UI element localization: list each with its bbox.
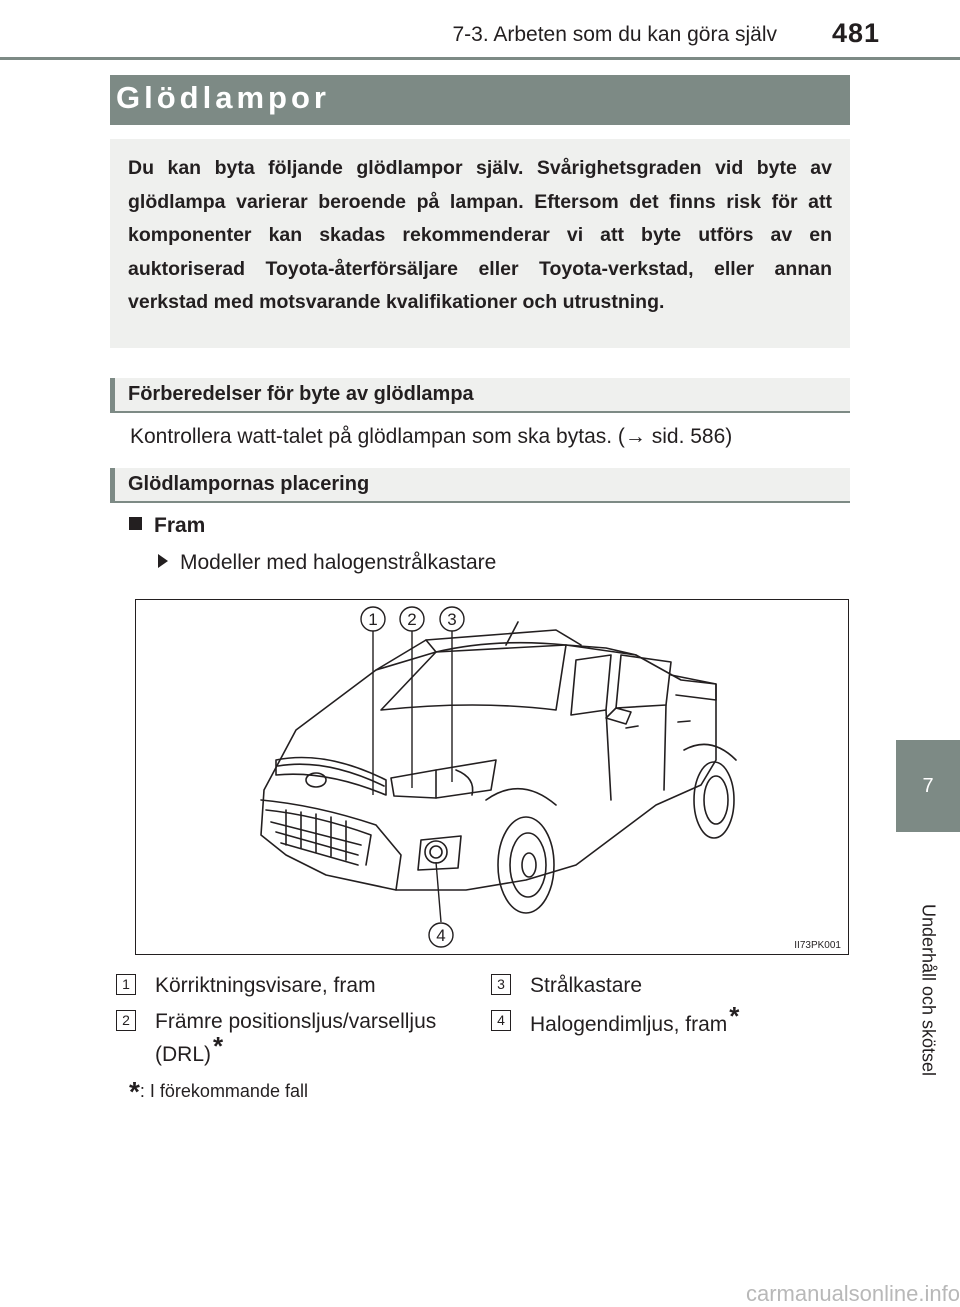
- model-line: [158, 551, 496, 575]
- legend-item-3: [497, 971, 643, 1001]
- chapter-tab[interactable]: 7: [896, 740, 960, 832]
- legend-text-3: Strålkastare: [530, 974, 643, 997]
- legend-text-1: Körriktningsvisare, fram: [155, 974, 376, 997]
- header-section-title: 7-3. Arbeten som du kan göra själv: [452, 23, 777, 46]
- legend-star-4: *: [729, 1001, 740, 1031]
- intro-text: Du kan byta följande glödlampor själv. Svårighetsgraden vid byte av glödlampa varierar beroende på lampan. Eftersom det finns risk för att komponenter kan skadas rekommenderar vi att byte utförs av en auktoriserad Toyota-återförsäljare eller Toyota-verkstad, eller annan verkstad med motsvarande kvalifikationer och utrustning.: [128, 157, 832, 313]
- section-heading-preparation: Förberedelser för byte av glödlampa: [128, 383, 474, 405]
- model-label: Modeller med halogenstrålkastare: [180, 551, 497, 574]
- section-heading-bar-preparation: [110, 378, 850, 413]
- callout-2-label: 2: [407, 610, 417, 629]
- subheading-front: [129, 514, 205, 538]
- triangle-bullet-icon: [158, 554, 168, 568]
- callout-4-label: 4: [436, 926, 446, 945]
- footnote-star: *: [129, 1076, 140, 1107]
- legend-number-2: 2: [116, 1010, 136, 1031]
- legend-item-2: [122, 1007, 475, 1070]
- legend-text-4: Halogendimljus, fram: [530, 1013, 728, 1036]
- chapter-title: Underhåll och skötsel: [918, 903, 939, 1077]
- callout-1-label: 1: [368, 610, 378, 629]
- watermark: carmanualsonline.info: [745, 1281, 960, 1306]
- callout-3-label: 3: [447, 610, 457, 629]
- figure-code: II73PK001: [794, 940, 841, 951]
- legend-number-4: 4: [491, 1010, 511, 1031]
- subheading-front-label: Fram: [154, 514, 206, 537]
- legend-item-1: [122, 971, 376, 1001]
- legend-item-4: [497, 1001, 740, 1040]
- footnote-text: : I förekommande fall: [139, 1081, 308, 1101]
- wattage-instruction: Kontrollera watt-talet på glödlampan som ska bytas. (→ sid. 586): [130, 425, 733, 448]
- square-bullet-icon: [129, 517, 142, 530]
- truck-illustration: [135, 599, 849, 955]
- page-title: Glödlampor: [116, 80, 330, 115]
- truck-drawing: [136, 600, 848, 954]
- intro-box: [110, 139, 850, 348]
- legend-text-2: Främre positionsljus/varselljus (DRL): [155, 1010, 437, 1066]
- section-heading-placement: Glödlampornas placering: [128, 473, 370, 495]
- legend-number-3: 3: [491, 974, 511, 995]
- section-heading-bar-placement: [110, 468, 850, 503]
- footnote: [129, 1076, 308, 1108]
- legend-number-1: 1: [116, 974, 136, 995]
- page-number: 481: [831, 18, 880, 48]
- header-divider: [0, 57, 960, 60]
- legend-star-2: *: [213, 1031, 224, 1061]
